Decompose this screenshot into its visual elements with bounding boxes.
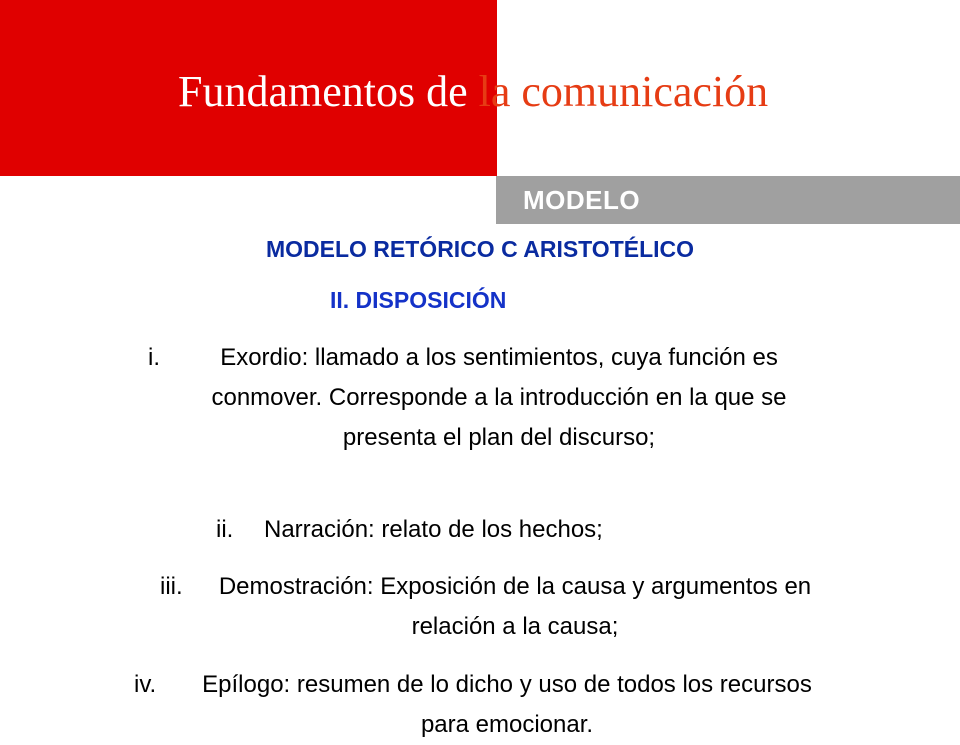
slide-title-part-1: Fundamentos de <box>178 67 479 116</box>
list-item-text: Demostración: Exposición de la causa y argumentos en relación a la causa; <box>218 573 812 640</box>
section-band <box>496 176 960 224</box>
list-item-exordio <box>148 338 798 458</box>
list-item-text: Exordio: llamado a los sentimientos, cuya función es conmover. Corresponde a la introducción en la que se presenta el plan del discurso; <box>211 344 787 451</box>
list-numeral: i. <box>148 344 160 371</box>
section-label: MODELO <box>523 185 641 215</box>
slide-title <box>178 66 768 118</box>
list-item-narracion <box>216 510 756 550</box>
model-heading: MODELO RETÓRICO C ARISTOTÉLICO <box>265 236 695 262</box>
list-numeral: ii. <box>216 516 234 543</box>
list-item-epilogo <box>134 665 834 745</box>
list-item-text: Epílogo: resumen de lo dicho y uso de todos los recursos para emocionar. <box>202 671 812 738</box>
list-item-demostracion <box>160 567 820 647</box>
list-item-text: Narración: relato de los hechos; <box>264 516 603 543</box>
slide-title-part-2: la comunicación <box>478 67 769 116</box>
list-numeral: iii. <box>160 573 183 600</box>
list-numeral: iv. <box>134 671 157 698</box>
section-subheading: II. DISPOSICIÓN <box>330 287 507 313</box>
